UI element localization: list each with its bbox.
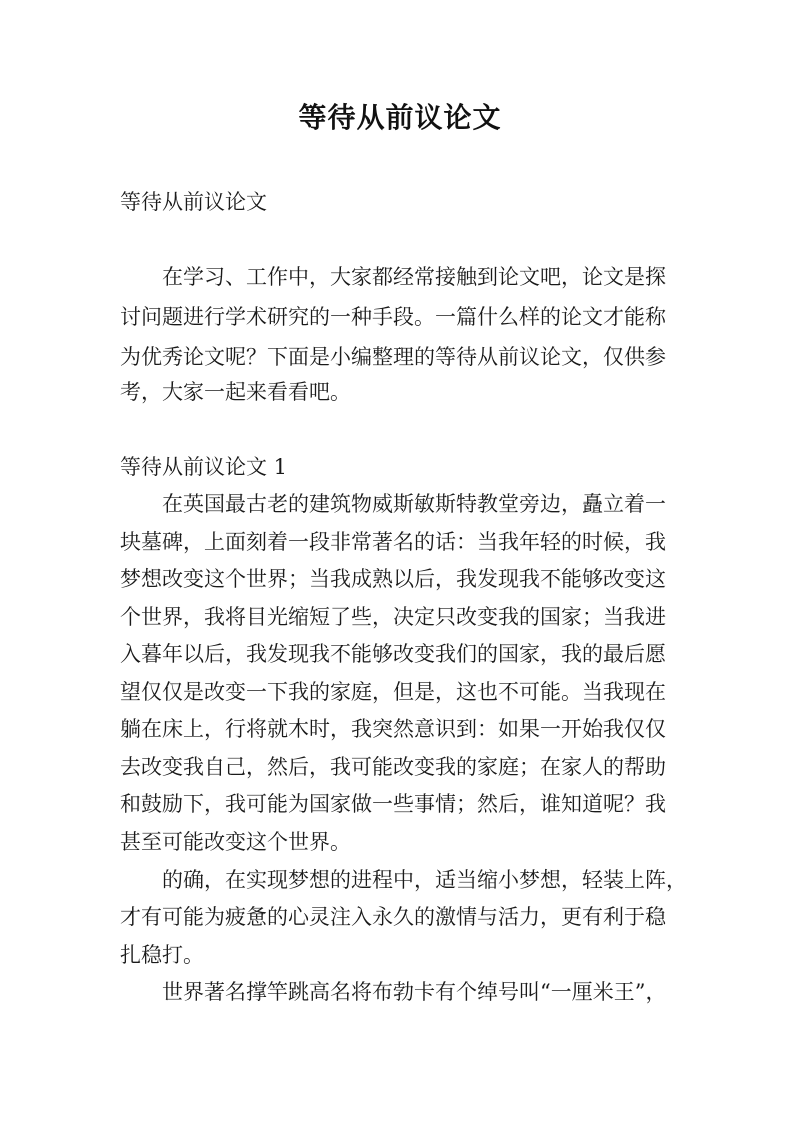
- intro-line: 在学习、工作中，大家都经常接触到论文吧，论文是探: [162, 265, 666, 289]
- paragraph-line: 梦想改变这个世界；当我成熟以后，我发现我不能够改变这: [120, 567, 666, 591]
- intro-line: 讨问题进行学术研究的一种手段。一篇什么样的论文才能称: [120, 305, 666, 329]
- paragraph-line: 入暮年以后，我发现我不能够改变我们的国家，我的最后愿: [120, 642, 666, 666]
- paragraph-line: 望仅仅是改变一下我的家庭，但是，这也不可能。当我现在: [120, 680, 666, 704]
- document-title: 等待从前议论文: [298, 101, 502, 134]
- paragraph-line: 的确，在实现梦想的进程中，适当缩小梦想，轻装上阵，: [162, 868, 687, 892]
- paragraph-line: 世界著名撑竿跳高名将布勃卡有个绰号叫“一厘米王”，: [162, 980, 667, 1004]
- paragraph-line: 躺在床上，行将就木时，我突然意识到：如果一开始我仅仅: [120, 717, 666, 741]
- section-heading: 等待从前议论文 1: [120, 455, 288, 479]
- paragraph-line: 扎稳打。: [120, 943, 204, 967]
- paragraph-line: 个世界，我将目光缩短了些，决定只改变我的国家；当我进: [120, 605, 666, 629]
- intro-line: 为优秀论文呢？下面是小编整理的等待从前议论文，仅供参: [120, 345, 666, 369]
- subtitle: 等待从前议论文: [120, 190, 267, 214]
- paragraph-line: 块墓碑，上面刻着一段非常著名的话：当我年轻的时候，我: [120, 530, 666, 554]
- paragraph-line: 和鼓励下，我可能为国家做一些事情；然后，谁知道呢？我: [120, 792, 666, 816]
- paragraph-line: 才有可能为疲惫的心灵注入永久的激情与活力，更有利于稳: [120, 905, 666, 929]
- paragraph-line: 甚至可能改变这个世界。: [120, 830, 351, 854]
- paragraph-line: 在英国最古老的建筑物威斯敏斯特教堂旁边，矗立着一: [162, 492, 666, 516]
- paragraph-line: 去改变我自己，然后，我可能改变我的家庭；在家人的帮助: [120, 755, 666, 779]
- intro-line: 考，大家一起来看看吧。: [120, 380, 351, 404]
